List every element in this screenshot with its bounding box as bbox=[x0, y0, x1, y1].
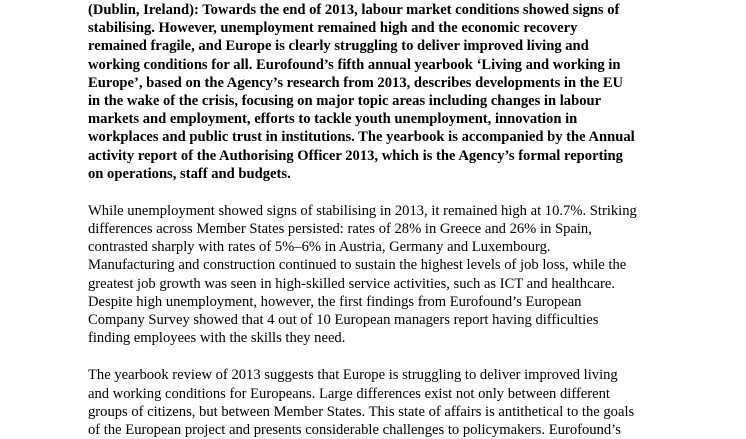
text-line: Despite high unemployment, however, the first findings from Eurofound’s European bbox=[88, 293, 582, 310]
text-line: Company Survey showed that 4 out of 10 European managers report having difficulties bbox=[88, 312, 599, 328]
text-line: groups of citizens, but between Member States. This state of affairs is antithetical to the goals bbox=[88, 403, 635, 420]
text-line: workplaces and public trust in institutions. The yearbook is accompanied by the Annual bbox=[88, 129, 635, 146]
document-page bbox=[88, 1, 668, 439]
paragraph-spacer bbox=[88, 347, 668, 366]
text-line: working conditions for all. Eurofound’s fifth annual yearbook ‘Living and working in bbox=[88, 56, 621, 73]
paragraph-spacer bbox=[88, 183, 668, 202]
text-line: Manufacturing and construction continued to sustain the highest levels of job loss, while the bbox=[88, 257, 627, 274]
text-line: greatest job growth was seen in high-skilled service activities, such as ICT and healthcare. bbox=[88, 275, 615, 292]
text-line: and working conditions for Europeans. Large differences exist not only between different bbox=[88, 385, 610, 402]
text-line: The yearbook review of 2013 suggests that Europe is struggling to deliver improved living bbox=[88, 367, 618, 384]
text-line: activity report of the Authorising Officer 2013, which is the Agency’s formal reporting bbox=[88, 147, 623, 164]
text-line: in the wake of the crisis, focusing on major topic areas including changes in labour bbox=[88, 92, 602, 109]
text-line: (Dublin, Ireland): Towards the end of 2013, labour market conditions showed signs of bbox=[88, 2, 620, 18]
text-line: differences across Member States persisted: rates of 28% in Greece and 26% in Spain, bbox=[88, 221, 592, 238]
text-line: contrasted sharply with rates of 5%–6% in Austria, Germany and Luxembourg. bbox=[88, 239, 551, 256]
text-line: Europe’, based on the Agency’s research from 2013, describes developments in the EU bbox=[88, 74, 624, 91]
text-line: stabilising. However, unemployment remained high and the economic recovery bbox=[88, 20, 578, 37]
text-line: While unemployment showed signs of stabilising in 2013, it remained high at 10.7%. Striking bbox=[88, 202, 637, 219]
text-line: remained fragile, and Europe is clearly struggling to deliver improved living and bbox=[88, 38, 589, 55]
text-line: markets and employment, efforts to tackle youth unemployment, innovation in bbox=[88, 111, 578, 128]
text-line: on operations, staff and budgets. bbox=[88, 165, 291, 182]
text-line: finding employees with the skills they need. bbox=[88, 330, 346, 347]
body-paragraph-yearbook-review bbox=[88, 366, 668, 439]
text-line: of the European project and presents considerable challenges to policymakers. Eurofound’s bbox=[88, 421, 621, 438]
lede-paragraph bbox=[88, 1, 668, 183]
body-paragraph-unemployment bbox=[88, 202, 668, 348]
